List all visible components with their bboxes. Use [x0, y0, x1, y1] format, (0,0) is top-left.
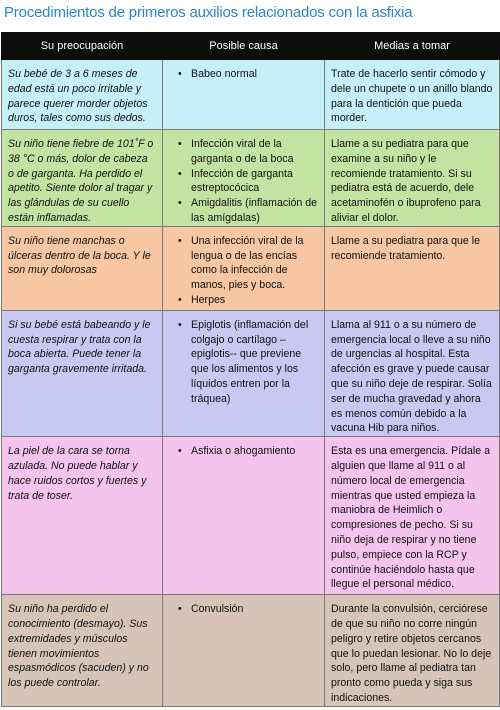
cause-item: • Babeo normal — [191, 67, 318, 82]
cause-cell — [163, 226, 325, 310]
action-cell: Trate de hacerlo sentir cómodo y dele un chupete o un anillo blando para la dentición que pueda morder. — [325, 60, 500, 130]
action-cell: Llama al 911 o a su número de emergencia local o lleve a su niño de urgencias al hospital. Esta afección es grave y puede causar que su niño deje de respirar. Solía ser de mucha gravedad y ahora es menos común debido a la vacuna Hib para niños. — [325, 310, 500, 436]
cause-item: • Una infección viral de la lengua o de las encías como la infección de manos, pies y boca. — [191, 234, 318, 293]
cause-cell — [163, 310, 325, 436]
action-cell: Llame a su pediatra para que examine a su niño y le recomiende tratamiento. Si su pediatra está de acuerdo, dele acetaminofén o ibuprofeno para aliviar el dolor. — [325, 130, 500, 227]
cause-item: • Infección de garganta estreptocócica — [191, 167, 318, 197]
header-cause: Posible causa — [163, 33, 325, 60]
concern-cell: Su niño ha perdido el conocimiento (desmayo). Sus extremidades y músculos tienen movimientos espasmódicos (sacuden) y no los puede controlar. — [2, 595, 163, 707]
table-row — [2, 310, 500, 436]
header-action: Medias a tomar — [325, 33, 500, 60]
cause-cell — [163, 437, 325, 595]
table-row — [2, 130, 500, 227]
cause-list — [169, 137, 318, 226]
cause-list — [169, 67, 318, 82]
cause-item: • Asfixia o ahogamiento — [191, 444, 318, 459]
action-cell: Durante la convulsión, cerciórese de que su niño no corre ningún peligro y retire objetos cercanos que lo puedan lesionar. No lo deje solo, pero llame al pediatra tan pronto como pueda y siga sus indicaciones. — [325, 595, 500, 707]
table-header-row — [2, 33, 500, 60]
cause-item: • Herpes — [191, 293, 318, 308]
concern-cell: Su niño tiene manchas o úlceras dentro de la boca. Y le son muy dolorosas — [2, 226, 163, 310]
cause-list — [169, 444, 318, 459]
table-row — [2, 437, 500, 595]
concern-cell: Si su bebé está babeando y le cuesta respirar y trata con la boca abierta. Puede tener la garganta gravemente irritada. — [2, 310, 163, 436]
cause-list — [169, 234, 318, 308]
concern-cell: Su bebé de 3 a 6 meses de edad está un poco irritable y parece querer morder objetos duros, tales como sus dedos. — [2, 60, 163, 130]
header-concern: Su preocupación — [2, 33, 163, 60]
cause-item: • Epiglotis (inflamación del colgajo o cartílago –epiglotis-- que previene que los alimentos y los líquidos entren por la tráquea) — [191, 318, 318, 407]
cause-cell — [163, 60, 325, 130]
table-row — [2, 595, 500, 707]
first-aid-table — [1, 32, 500, 707]
cause-list — [169, 602, 318, 617]
cause-item: • Convulsión — [191, 602, 318, 617]
concern-cell: Su niño tiene fiebre de 101˚F o 38 °C o más, dolor de cabeza o de garganta. Ha perdido el apetito. Siente dolor al tragar y las glándulas de su cuello están inflamadas. — [2, 130, 163, 227]
concern-cell: La piel de la cara se torna azulada. No puede hablar y hace ruidos cortos y fuertes y trata de toser. — [2, 437, 163, 595]
cause-cell — [163, 130, 325, 227]
table-row — [2, 226, 500, 310]
action-cell: Llame a su pediatra para que le recomiende tratamiento. — [325, 226, 500, 310]
page-title: Procedimientos de primeros auxilios relacionados con la asfixia — [4, 4, 413, 21]
cause-item: • Infección viral de la garganta o de la boca — [191, 137, 318, 167]
table-body — [2, 60, 500, 707]
cause-list — [169, 318, 318, 407]
cause-item: • Amigdalitis (inflamación de las amígdalas) — [191, 196, 318, 226]
cause-cell — [163, 595, 325, 707]
table-row — [2, 60, 500, 130]
action-cell: Esta es una emergencia. Pídale a alguien que llame al 911 o al número local de emergencia mientras que usted empieza la maniobra de Heimlich o compresiones de pecho. Si su niño deja de respirar y no tiene pulso, empiece con la RCP y continúe haciéndolo hasta que llegue el personal médico. — [325, 437, 500, 595]
